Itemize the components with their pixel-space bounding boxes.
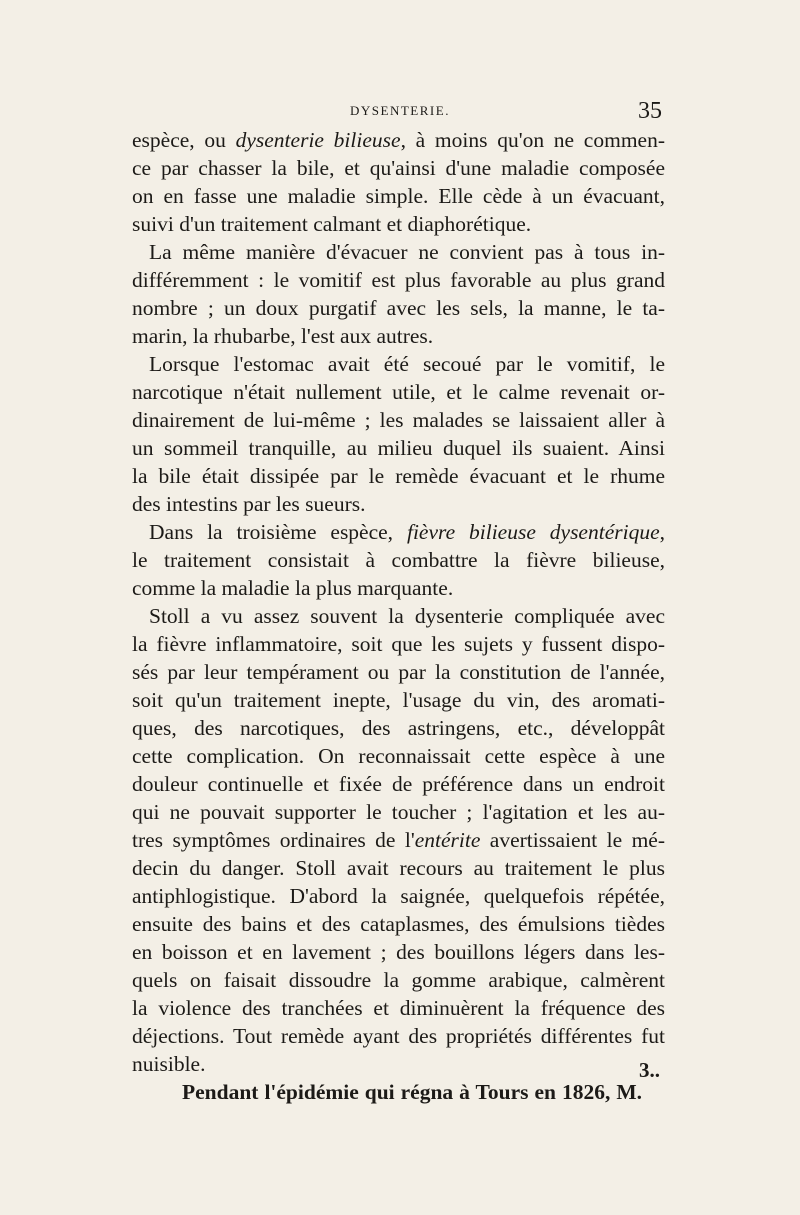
text-run: la violence des tranchées et diminuèrent la fréquence des xyxy=(132,996,665,1020)
text-run: cette complication. On reconnaissait cette espèce à une xyxy=(132,744,665,768)
text-run: ensuite des bains et des cataplasmes, des émulsions tièdes xyxy=(132,912,665,936)
text-line xyxy=(132,293,665,323)
text-run: des intestins par les sueurs. xyxy=(132,492,366,516)
text-run: nombre ; un doux purgatif avec les sels, la manne, le ta- xyxy=(132,296,665,320)
text-run: Pendant l'épidémie qui régna à Tours en 1826, M. xyxy=(182,1080,642,1104)
text-run: Stoll a vu assez souvent la dysenterie compliquée avec xyxy=(149,604,665,628)
text-line xyxy=(132,209,665,239)
text-run: avertissaient le mé- xyxy=(480,828,665,852)
signature-mark: 3.. xyxy=(639,1058,660,1082)
text-line xyxy=(132,685,665,715)
text-run: ques, des narcotiques, des astringens, etc., développât xyxy=(132,716,665,740)
text-run: tres symptômes ordinaires de l' xyxy=(132,828,415,852)
text-run: soit qu'un traitement inepte, l'usage du vin, des aromati- xyxy=(132,688,665,712)
text-run: , à moins qu'on ne commen- xyxy=(400,128,665,152)
text-run: espèce, ou xyxy=(132,128,236,152)
text-line xyxy=(132,433,665,463)
page-number: 35 xyxy=(638,98,662,124)
text-run: narcotique n'était nullement utile, et le calme revenait or- xyxy=(132,380,665,404)
text-line xyxy=(132,461,665,491)
text-run: decin du danger. Stoll avait recours au traitement le plus xyxy=(132,856,665,880)
text-line xyxy=(132,181,665,211)
text-line xyxy=(132,769,665,799)
text-run: en boisson et en lavement ; des bouillons légers dans les- xyxy=(132,940,665,964)
text-line xyxy=(132,377,665,407)
text-run: nuisible. xyxy=(132,1052,206,1076)
text-run: comme la maladie la plus marquante. xyxy=(132,576,454,600)
text-run: différemment : le vomitif est plus favorable au plus grand xyxy=(132,268,665,292)
text-run: on en fasse une maladie simple. Elle cède à un évacuant, xyxy=(132,184,665,208)
text-run: La même manière d'évacuer ne convient pas à tous in- xyxy=(149,240,665,264)
text-run: déjections. Tout remède ayant des propriétés différentes fut xyxy=(132,1024,665,1048)
text-line xyxy=(132,993,665,1023)
text-run: ce par chasser la bile, et qu'ainsi d'une maladie composée xyxy=(132,156,665,180)
italic-term: dysenterie bilieuse xyxy=(235,128,401,152)
text-line xyxy=(132,125,665,155)
text-line xyxy=(132,153,665,183)
running-header: DYSENTERIE. xyxy=(350,103,450,118)
text-line xyxy=(132,545,665,575)
text-line xyxy=(132,1049,665,1079)
text-line xyxy=(132,629,665,659)
text-line xyxy=(132,489,665,519)
text-line xyxy=(132,881,665,911)
text-run: antiphlogistique. D'abord la saignée, quelquefois répétée, xyxy=(132,884,665,908)
text-line xyxy=(132,265,665,295)
text-line xyxy=(182,1077,642,1107)
text-run: dinairement de lui-même ; les malades se laissaient aller à xyxy=(132,408,665,432)
text-run: un sommeil tranquille, au milieu duquel ils suaient. Ainsi xyxy=(132,436,665,460)
text-run: marin, la rhubarbe, l'est aux autres. xyxy=(132,324,434,348)
text-run: quels on faisait dissoudre la gomme arabique, calmèrent xyxy=(132,968,665,992)
text-line xyxy=(132,321,665,351)
text-run: Lorsque l'estomac avait été secoué par le vomitif, le xyxy=(149,352,665,376)
text-line xyxy=(132,937,665,967)
text-line xyxy=(132,853,665,883)
text-line xyxy=(149,517,665,547)
text-run: suivi d'un traitement calmant et diaphorétique. xyxy=(132,212,532,236)
text-line xyxy=(132,405,665,435)
text-line xyxy=(132,741,665,771)
text-line xyxy=(132,713,665,743)
text-line xyxy=(132,657,665,687)
text-run: le traitement consistait à combattre la fièvre bilieuse, xyxy=(132,548,665,572)
text-line xyxy=(132,909,665,939)
text-line xyxy=(132,573,665,603)
text-run: douleur continuelle et fixée de préférence dans un endroit xyxy=(132,772,665,796)
text-line xyxy=(132,797,665,827)
text-line xyxy=(149,349,665,379)
text-run: qui ne pouvait supporter le toucher ; l'agitation et les au- xyxy=(132,800,665,824)
text-run: sés par leur tempérament ou par la constitution de l'année, xyxy=(132,660,665,684)
italic-term: fièvre bilieuse dysentérique xyxy=(406,520,660,544)
text-run: , xyxy=(659,520,666,544)
text-run: la fièvre inflammatoire, soit que les sujets y fussent dispo- xyxy=(132,632,665,656)
text-line xyxy=(132,825,665,855)
text-run: la bile était dissipée par le remède évacuant et le rhume xyxy=(132,464,665,488)
text-run: Dans la troisième espèce, xyxy=(149,520,407,544)
text-line xyxy=(149,237,665,267)
text-line xyxy=(149,601,665,631)
text-line xyxy=(132,1021,665,1051)
italic-term: entérite xyxy=(414,828,481,852)
text-line xyxy=(132,965,665,995)
